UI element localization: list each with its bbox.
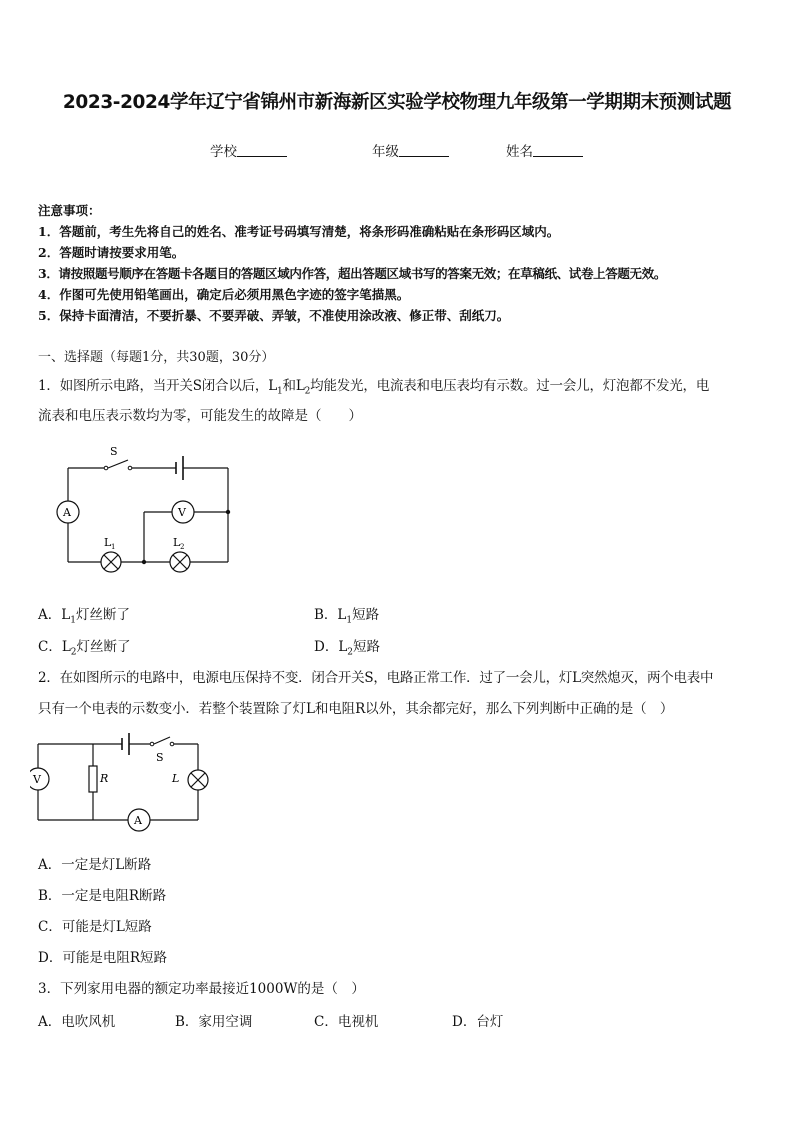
grade-label: 年级 bbox=[372, 144, 399, 160]
q1-lamp1-label: L bbox=[104, 536, 112, 549]
q1-lamp2-sub: 2 bbox=[180, 543, 185, 551]
school-field[interactable] bbox=[210, 140, 287, 160]
q3-option-c[interactable]: C．电视机 bbox=[314, 1014, 379, 1030]
q3-option-b[interactable]: B．家用空调 bbox=[175, 1014, 253, 1030]
q1-lamp2-label: L bbox=[173, 536, 181, 549]
name-field[interactable] bbox=[506, 140, 583, 160]
q2-stem-line2: 只有一个电表的示数变小．若整个装置除了灯L和电阻R以外，其余都完好，那么下列判断中正确的是（ ） bbox=[38, 701, 674, 717]
q2-option-c[interactable]: C．可能是灯L短路 bbox=[38, 919, 152, 935]
q2-resistor-label: R bbox=[100, 772, 109, 785]
q1-stem-line1: 1．如图所示电路，当开关S闭合以后，$L_1$和$L_2$均能发光，电流表和电压表均有示数。过一会儿，灯泡都不发光，电 bbox=[38, 378, 710, 397]
name-label: 姓名 bbox=[506, 144, 533, 160]
q1-switch-label: S bbox=[110, 445, 118, 458]
note-item: 4．作图可先使用铅笔画出，确定后必须用黑色字迹的签字笔描黑。 bbox=[38, 287, 410, 302]
q2-lamp-label: L bbox=[172, 772, 180, 785]
q1-stem-line2: 流表和电压表示数均为零，可能发生的故障是（ ） bbox=[38, 408, 362, 424]
note-item: 3．请按照题号顺序在答题卡各题目的答题区域内作答，超出答题区域书写的答案无效；在草稿纸、试卷上答题无效。 bbox=[38, 266, 667, 281]
q2-option-b[interactable]: B．一定是电阻R断路 bbox=[38, 888, 167, 904]
q2-option-d[interactable]: D．可能是电阻R短路 bbox=[38, 950, 167, 966]
q1-option-c[interactable]: C．$L_2$灯丝断了 bbox=[38, 639, 131, 658]
section-heading: 一、选择题（每题1分，共30题，30分） bbox=[38, 350, 275, 365]
q1-ammeter-label: A bbox=[63, 506, 71, 519]
q2-option-a[interactable]: A．一定是灯L断路 bbox=[38, 857, 152, 873]
name-blank[interactable] bbox=[533, 144, 583, 157]
q2-ammeter-label: A bbox=[134, 814, 142, 827]
notes-heading: 注意事项： bbox=[38, 203, 101, 218]
note-item: 1．答题前，考生先将自己的姓名、准考证号码填写清楚，将条形码准确粘贴在条形码区域内。 bbox=[38, 224, 560, 239]
page-title: 2023-2024学年辽宁省锦州市新海新区实验学校物理九年级第一学期期末预测试题 bbox=[62, 92, 732, 113]
q1-circuit-diagram bbox=[48, 438, 248, 578]
q1-lamp1-sub: 1 bbox=[111, 543, 116, 551]
q3-option-a[interactable]: A．电吹风机 bbox=[38, 1014, 116, 1030]
q3-option-d[interactable]: D．台灯 bbox=[452, 1014, 504, 1030]
q2-stem-line1: 2．在如图所示的电路中，电源电压保持不变．闭合开关S，电路正常工作．过了一会儿，灯L突然熄灭，两个电表中 bbox=[38, 670, 714, 686]
q1-option-a[interactable]: A．$L_1$灯丝断了 bbox=[38, 607, 130, 626]
q1-option-b[interactable]: B．$L_1$短路 bbox=[314, 607, 380, 626]
q1-voltmeter-label: V bbox=[178, 506, 186, 519]
note-item: 2．答题时请按要求用笔。 bbox=[38, 245, 185, 260]
q2-voltmeter-label: V bbox=[33, 773, 41, 786]
q2-switch-label: S bbox=[156, 751, 164, 764]
grade-field[interactable] bbox=[372, 140, 449, 160]
note-item: 5．保持卡面清洁，不要折暴、不要弄破、弄皱，不准使用涂改液、修正带、刮纸刀。 bbox=[38, 308, 510, 323]
q3-stem: 3．下列家用电器的额定功率最接近1000W的是（ ） bbox=[38, 981, 365, 997]
q1-option-d[interactable]: D．$L_2$短路 bbox=[314, 639, 381, 658]
grade-blank[interactable] bbox=[399, 144, 449, 157]
school-blank[interactable] bbox=[237, 144, 287, 157]
q2-circuit-diagram bbox=[30, 732, 220, 836]
school-label: 学校 bbox=[210, 144, 237, 160]
